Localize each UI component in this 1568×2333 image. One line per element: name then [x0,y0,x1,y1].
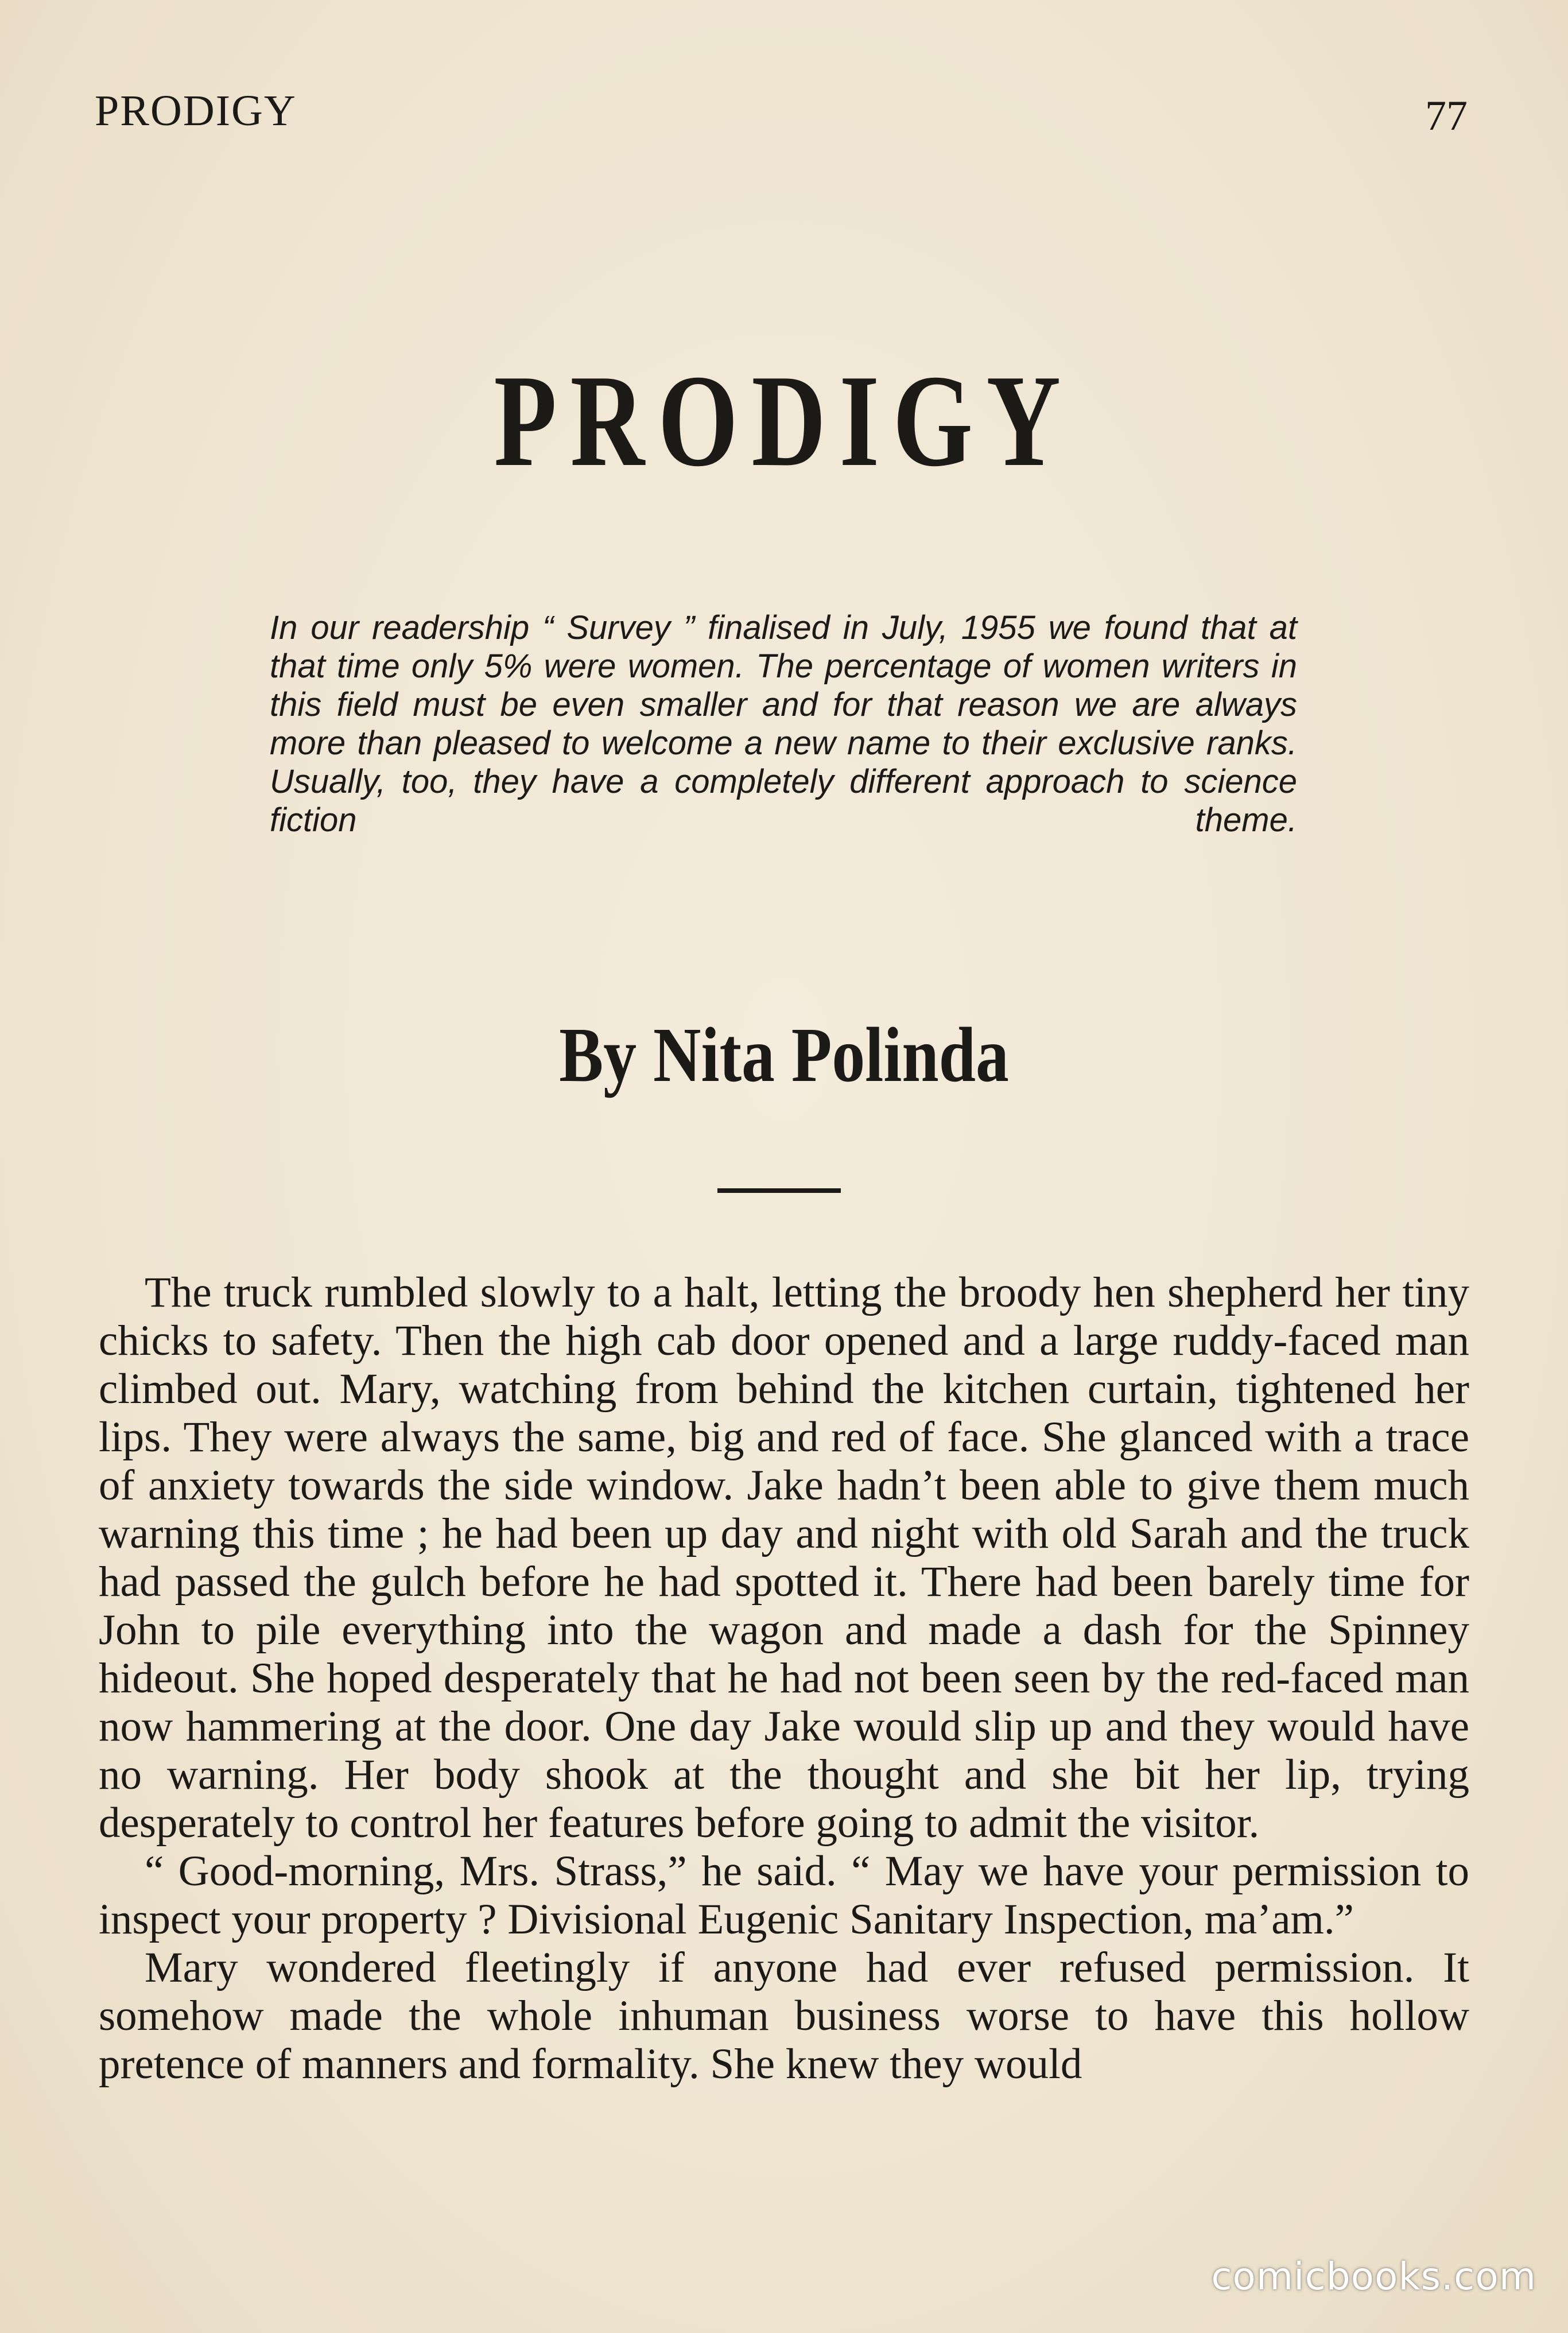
running-head-title: PRODIGY [95,87,297,135]
section-divider [717,1188,841,1193]
body-paragraph: “ Good-morning, Mrs. Strass,” he said. “ May we have your permission to inspect your property ? Divisional Eugenic Sanitary Inspection, ma’am.” [99,1847,1469,1943]
editorial-intro: In our readership “ Survey ” finalised in July, 1955 we found that at that time only 5% were women. The percentage of women writers in this field must be even smaller and for that reason we are always more than pleased to welcome a new name to their exclusive ranks. Usually, too, they have a completely different approach to science fiction theme. [270,609,1297,839]
story-title: PRODIGY [494,347,1074,494]
story-body [99,1269,1469,2088]
author-byline: By Nita Polinda [559,1012,1009,1098]
body-paragraph: The truck rumbled slowly to a halt, letting the broody hen shepherd her tiny chicks to safety. Then the high cab door opened and a large ruddy-faced man climbed out. Mary, watching from behind the kitchen curtain, tightened her lips. They were always the same, big and red of face. She glanced with a trace of anxiety towards the side window. Jake hadn’t been able to give them much warning this time ; he had been up day and night with old Sarah and the truck had passed the gulch before he had spotted it. There had been barely time for John to pile everything into the wagon and made a dash for the Spinney hideout. She hoped desperately that he had not been seen by the red-faced man now hammering at the door. One day Jake would slip up and they would have no warning. Her body shook at the thought and she bit her lip, trying desperately to control her features before going to admit the visitor. [99,1269,1469,1847]
site-watermark: comicbooks.com [1211,2254,1536,2299]
page-number: 77 [1425,92,1468,139]
body-paragraph: Mary wondered fleetingly if anyone had ever refused permission. It somehow made the whole inhuman business worse to have this hollow pretence of manners and formality. She knew they would [99,1944,1469,2088]
